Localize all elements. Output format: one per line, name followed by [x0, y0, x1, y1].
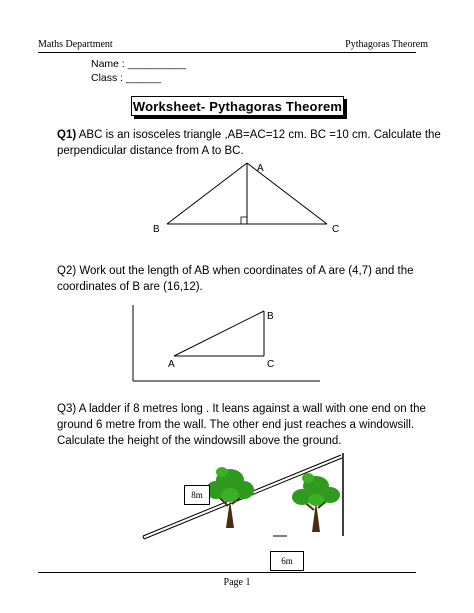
right-angle-marker [241, 217, 247, 224]
header-topic: Pythagoras Theorem [345, 39, 428, 50]
vertex-b-label: B [153, 224, 160, 235]
header-department: Maths Department [38, 39, 113, 50]
ladder-foot [143, 536, 144, 539]
point-a-label: A [168, 359, 175, 370]
question-1 [57, 127, 452, 159]
side-ab [174, 311, 264, 356]
vertex-c-label: C [332, 224, 340, 235]
triangle-diagram [150, 160, 350, 240]
footer-divider [38, 572, 416, 573]
coordinate-diagram [125, 300, 325, 390]
ladder-diagram [140, 450, 360, 540]
header-divider [38, 52, 416, 53]
question-3: Q3) A ladder if 8 metres long . It leans against a wall with one end on the ground 6 metre from the wall. The other end just reaches a windowsill. Calculate the height of the windowsill above the ground. [57, 403, 426, 447]
class-field: Class : ______ [91, 72, 162, 84]
worksheet-title-text: Worksheet- Pythagoras Theorem [132, 98, 343, 114]
page-number: Page 1 [223, 577, 251, 588]
name-field: Name : __________ [91, 58, 187, 70]
point-c-label: C [267, 359, 275, 370]
point-b-label: B [267, 311, 274, 322]
question-1-number: Q1) [57, 129, 77, 141]
question-1-text: ABC is an isosceles triangle ,AB=AC=12 cm. BC =10 cm. Calculate the perpendicular distance from A to BC. [57, 129, 441, 157]
tree-icon [206, 467, 254, 528]
side-ab [167, 163, 247, 224]
ground-distance-label: 6m [270, 551, 304, 571]
worksheet-title [131, 96, 344, 116]
question-2: Q2) Work out the length of AB when coordinates of A are (4,7) and the coordinates of B are (16,12). [57, 265, 414, 293]
ladder-length-label: 8m [184, 485, 210, 505]
vertex-a-label: A [257, 163, 264, 174]
tree-icon [292, 473, 340, 532]
